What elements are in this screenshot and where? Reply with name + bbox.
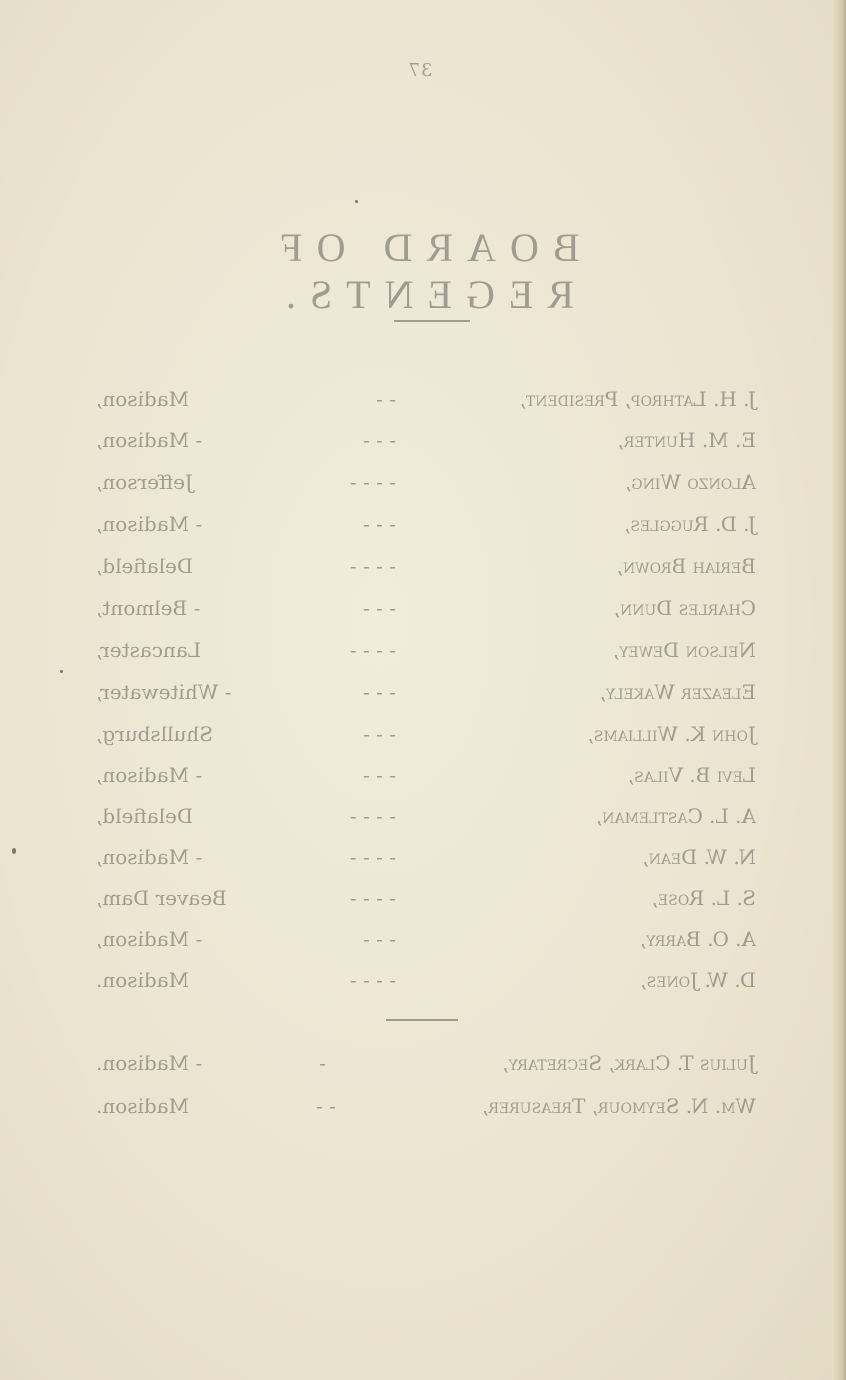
regent-name: John K. Williams, (587, 722, 756, 746)
regent-place: - Whitewater, (96, 680, 232, 704)
leader-dashes: - - - (363, 512, 396, 536)
regent-place: Madison. (96, 968, 190, 992)
regent-row (96, 424, 756, 456)
regent-place: - Belmont, (96, 596, 201, 620)
regent-place: Delafield, (96, 804, 193, 828)
regent-row (96, 634, 756, 666)
regent-name: J. D. Ruggles, (624, 512, 756, 536)
heading-rule (394, 320, 470, 322)
page-number: 37 (407, 60, 433, 81)
paper-speck (355, 200, 358, 203)
leader-dashes: - - - (363, 428, 396, 452)
officer-row (96, 1047, 756, 1079)
regent-place: Shullsburg, (96, 722, 213, 746)
regent-row (96, 923, 756, 955)
leader-dashes: - - - (363, 596, 396, 620)
leader-dashes: - - - - (349, 470, 396, 494)
leader-dashes: - - - - (349, 638, 396, 662)
leader-dashes: - - - - (349, 554, 396, 578)
officer-row (96, 1090, 756, 1122)
regent-name: Eleazer Wakely, (599, 680, 756, 704)
regent-name: D. W. Jones, (640, 968, 756, 992)
leader-dashes: - - (316, 1094, 336, 1118)
regent-place: Madison, (96, 387, 190, 411)
regent-row (96, 841, 756, 873)
section-rule (386, 1019, 458, 1021)
paper-speck (12, 848, 16, 854)
officer-name: Wm. N. Seymour, Treasurer, (482, 1094, 756, 1118)
regent-row (96, 759, 756, 791)
leader-dashes: - - - - (349, 886, 396, 910)
regent-place: - Madison, (96, 428, 203, 452)
regent-place: - Madison, (96, 927, 203, 951)
regent-row (96, 718, 756, 750)
leader-dashes: - - - (363, 763, 396, 787)
regent-name: Levi B. Vilas, (627, 763, 756, 787)
regent-place: Delafield, (96, 554, 193, 578)
regent-name: Charles Dunn, (613, 596, 756, 620)
leader-dashes: - - - - (349, 968, 396, 992)
paper-speck (60, 670, 63, 673)
regent-place: - Madison, (96, 845, 203, 869)
regent-name: E. M. Hunter, (617, 428, 756, 452)
regent-name: A. L. Castleman, (595, 804, 756, 828)
regent-name: N. W. Dean, (642, 845, 756, 869)
officer-name: Julius T. Clark, Secretary, (502, 1051, 756, 1075)
regent-row (96, 550, 756, 582)
leader-dashes: - - - (363, 680, 396, 704)
regent-row (96, 676, 756, 708)
leader-dashes: - (319, 1051, 326, 1075)
regent-row (96, 964, 756, 996)
page-heading: BOARD OF REGENTS. (266, 225, 580, 317)
regent-row (96, 592, 756, 624)
regent-place: - Madison, (96, 763, 203, 787)
leader-dashes: - - - (363, 722, 396, 746)
regent-name: Beriah Brown, (616, 554, 756, 578)
regent-name: S. L. Rose, (651, 886, 756, 910)
leader-dashes: - - - - (349, 845, 396, 869)
leader-dashes: - - - - (349, 804, 396, 828)
officer-place: - Madison. (96, 1051, 203, 1075)
regent-row (96, 383, 756, 415)
officer-place: Madison. (96, 1094, 190, 1118)
regent-name: Nelson Dewey, (612, 638, 756, 662)
regent-row (96, 508, 756, 540)
regent-row (96, 466, 756, 498)
regent-row (96, 882, 756, 914)
leader-dashes: - - - (363, 927, 396, 951)
regent-row (96, 800, 756, 832)
regent-place: Lancaster, (96, 638, 202, 662)
leader-dashes: - - (376, 387, 396, 411)
regent-place: - Madison, (96, 512, 203, 536)
regent-name: A. O. Barry, (639, 927, 756, 951)
regent-name: J. H. Lathrop, President, (519, 387, 756, 411)
regent-name: Alonzo Wing, (625, 470, 756, 494)
regent-place: Jefferson, (96, 470, 194, 494)
regent-place: Beaver Dam, (96, 886, 227, 910)
